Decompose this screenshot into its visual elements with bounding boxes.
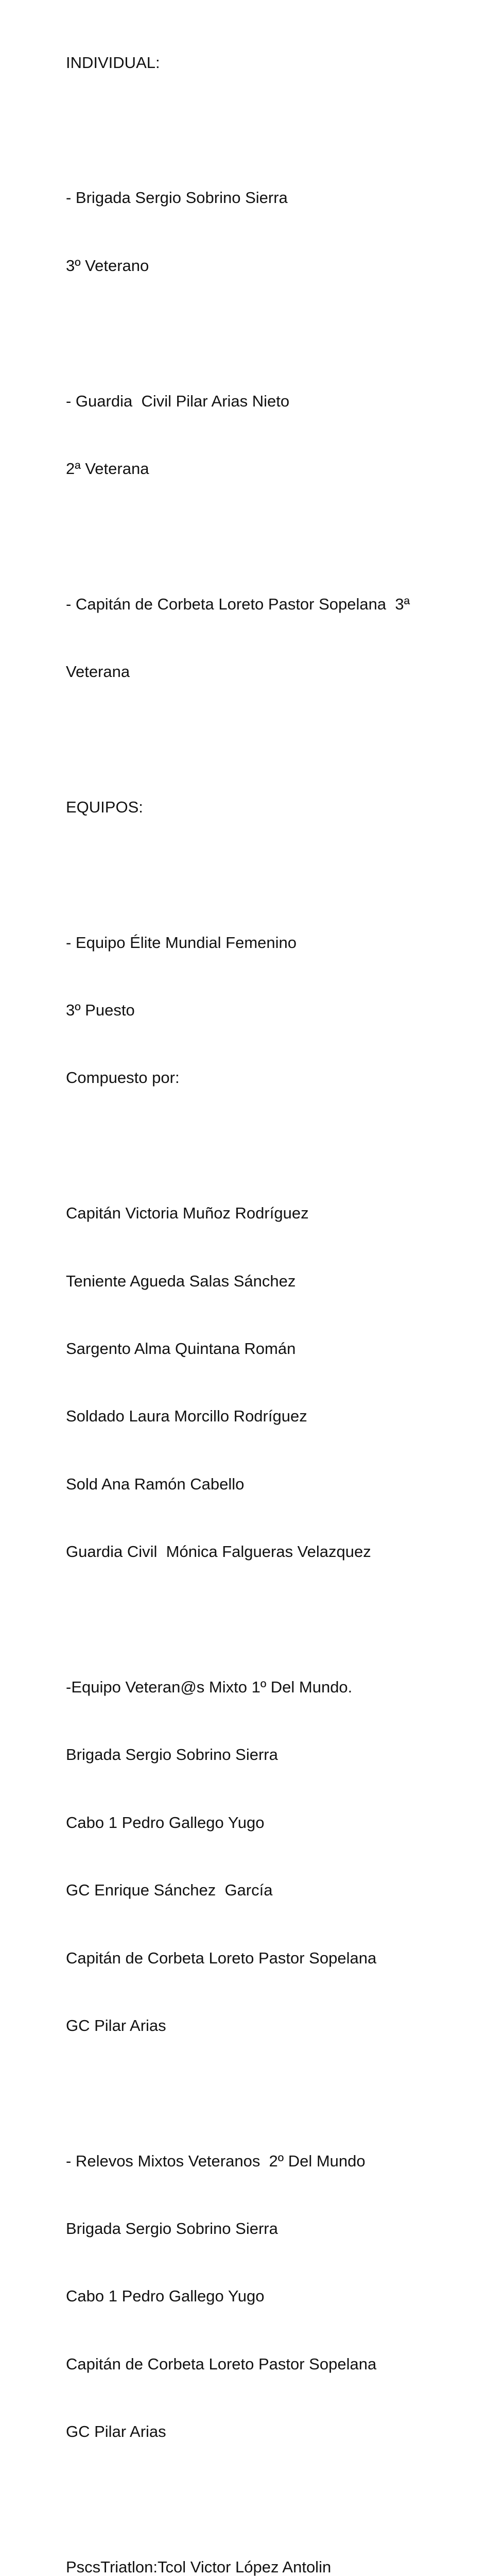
individual-result: 2ª Veterana bbox=[66, 459, 149, 478]
team-title: - Equipo Élite Mundial Femenino bbox=[66, 933, 297, 952]
team-result: 3º Puesto bbox=[66, 1001, 135, 1020]
staff-pscs: PscsTriatlon:Tcol Victor López Antolin bbox=[66, 2558, 332, 2576]
heading-individual: INDIVIDUAL: bbox=[66, 53, 160, 72]
team-member: Sold Ana Ramón Cabello bbox=[66, 1475, 245, 1493]
team-member: Sargento Alma Quintana Román bbox=[66, 1340, 296, 1358]
team-member: Brigada Sergio Sobrino Sierra bbox=[66, 2219, 278, 2238]
team-member: Cabo 1 Pedro Gallego Yugo bbox=[66, 1813, 265, 1832]
team-member: Brigada Sergio Sobrino Sierra bbox=[66, 1745, 278, 1764]
individual-entry: - Capitán de Corbeta Loreto Pastor Sopelana 3ª bbox=[66, 595, 410, 613]
team-member: Soldado Laura Morcillo Rodríguez bbox=[66, 1407, 307, 1426]
individual-entry: - Guardia Civil Pilar Arias Nieto bbox=[66, 392, 290, 410]
team-member: GC Enrique Sánchez García bbox=[66, 1881, 273, 1900]
individual-entry: - Brigada Sergio Sobrino Sierra bbox=[66, 189, 288, 207]
blank-line bbox=[66, 728, 473, 751]
team-title: - Relevos Mixtos Veteranos 2º Del Mundo bbox=[66, 2151, 366, 2170]
blank-line bbox=[66, 1134, 473, 1157]
blank-line bbox=[66, 525, 473, 548]
team-member: Cabo 1 Pedro Gallego Yugo bbox=[66, 2287, 265, 2306]
individual-result: 3º Veterano bbox=[66, 256, 149, 275]
team-member: Capitán de Corbeta Loreto Pastor Sopelana bbox=[66, 2354, 377, 2373]
blank-line bbox=[66, 1608, 473, 1631]
team-member: Capitán Victoria Muñoz Rodríguez bbox=[66, 1204, 309, 1223]
blank-line bbox=[66, 863, 473, 886]
team-title: -Equipo Veteran@s Mixto 1º Del Mundo. bbox=[66, 1677, 353, 1696]
team-member: Capitán de Corbeta Loreto Pastor Sopelana bbox=[66, 1948, 377, 1967]
heading-equipos: EQUIPOS: bbox=[66, 798, 143, 816]
document-text bbox=[66, 6, 473, 2576]
blank-line bbox=[66, 322, 473, 345]
team-composition-label: Compuesto por: bbox=[66, 1069, 180, 1087]
individual-result: Veterana bbox=[66, 663, 130, 681]
blank-line bbox=[66, 2488, 473, 2511]
team-member: GC Pilar Arias bbox=[66, 2016, 166, 2035]
team-member: GC Pilar Arias bbox=[66, 2422, 166, 2441]
team-member: Teniente Agueda Salas Sánchez bbox=[66, 1272, 296, 1290]
blank-line bbox=[66, 2082, 473, 2105]
blank-line bbox=[66, 119, 473, 142]
team-member: Guardia Civil Mónica Falgueras Velazquez bbox=[66, 1543, 371, 1561]
